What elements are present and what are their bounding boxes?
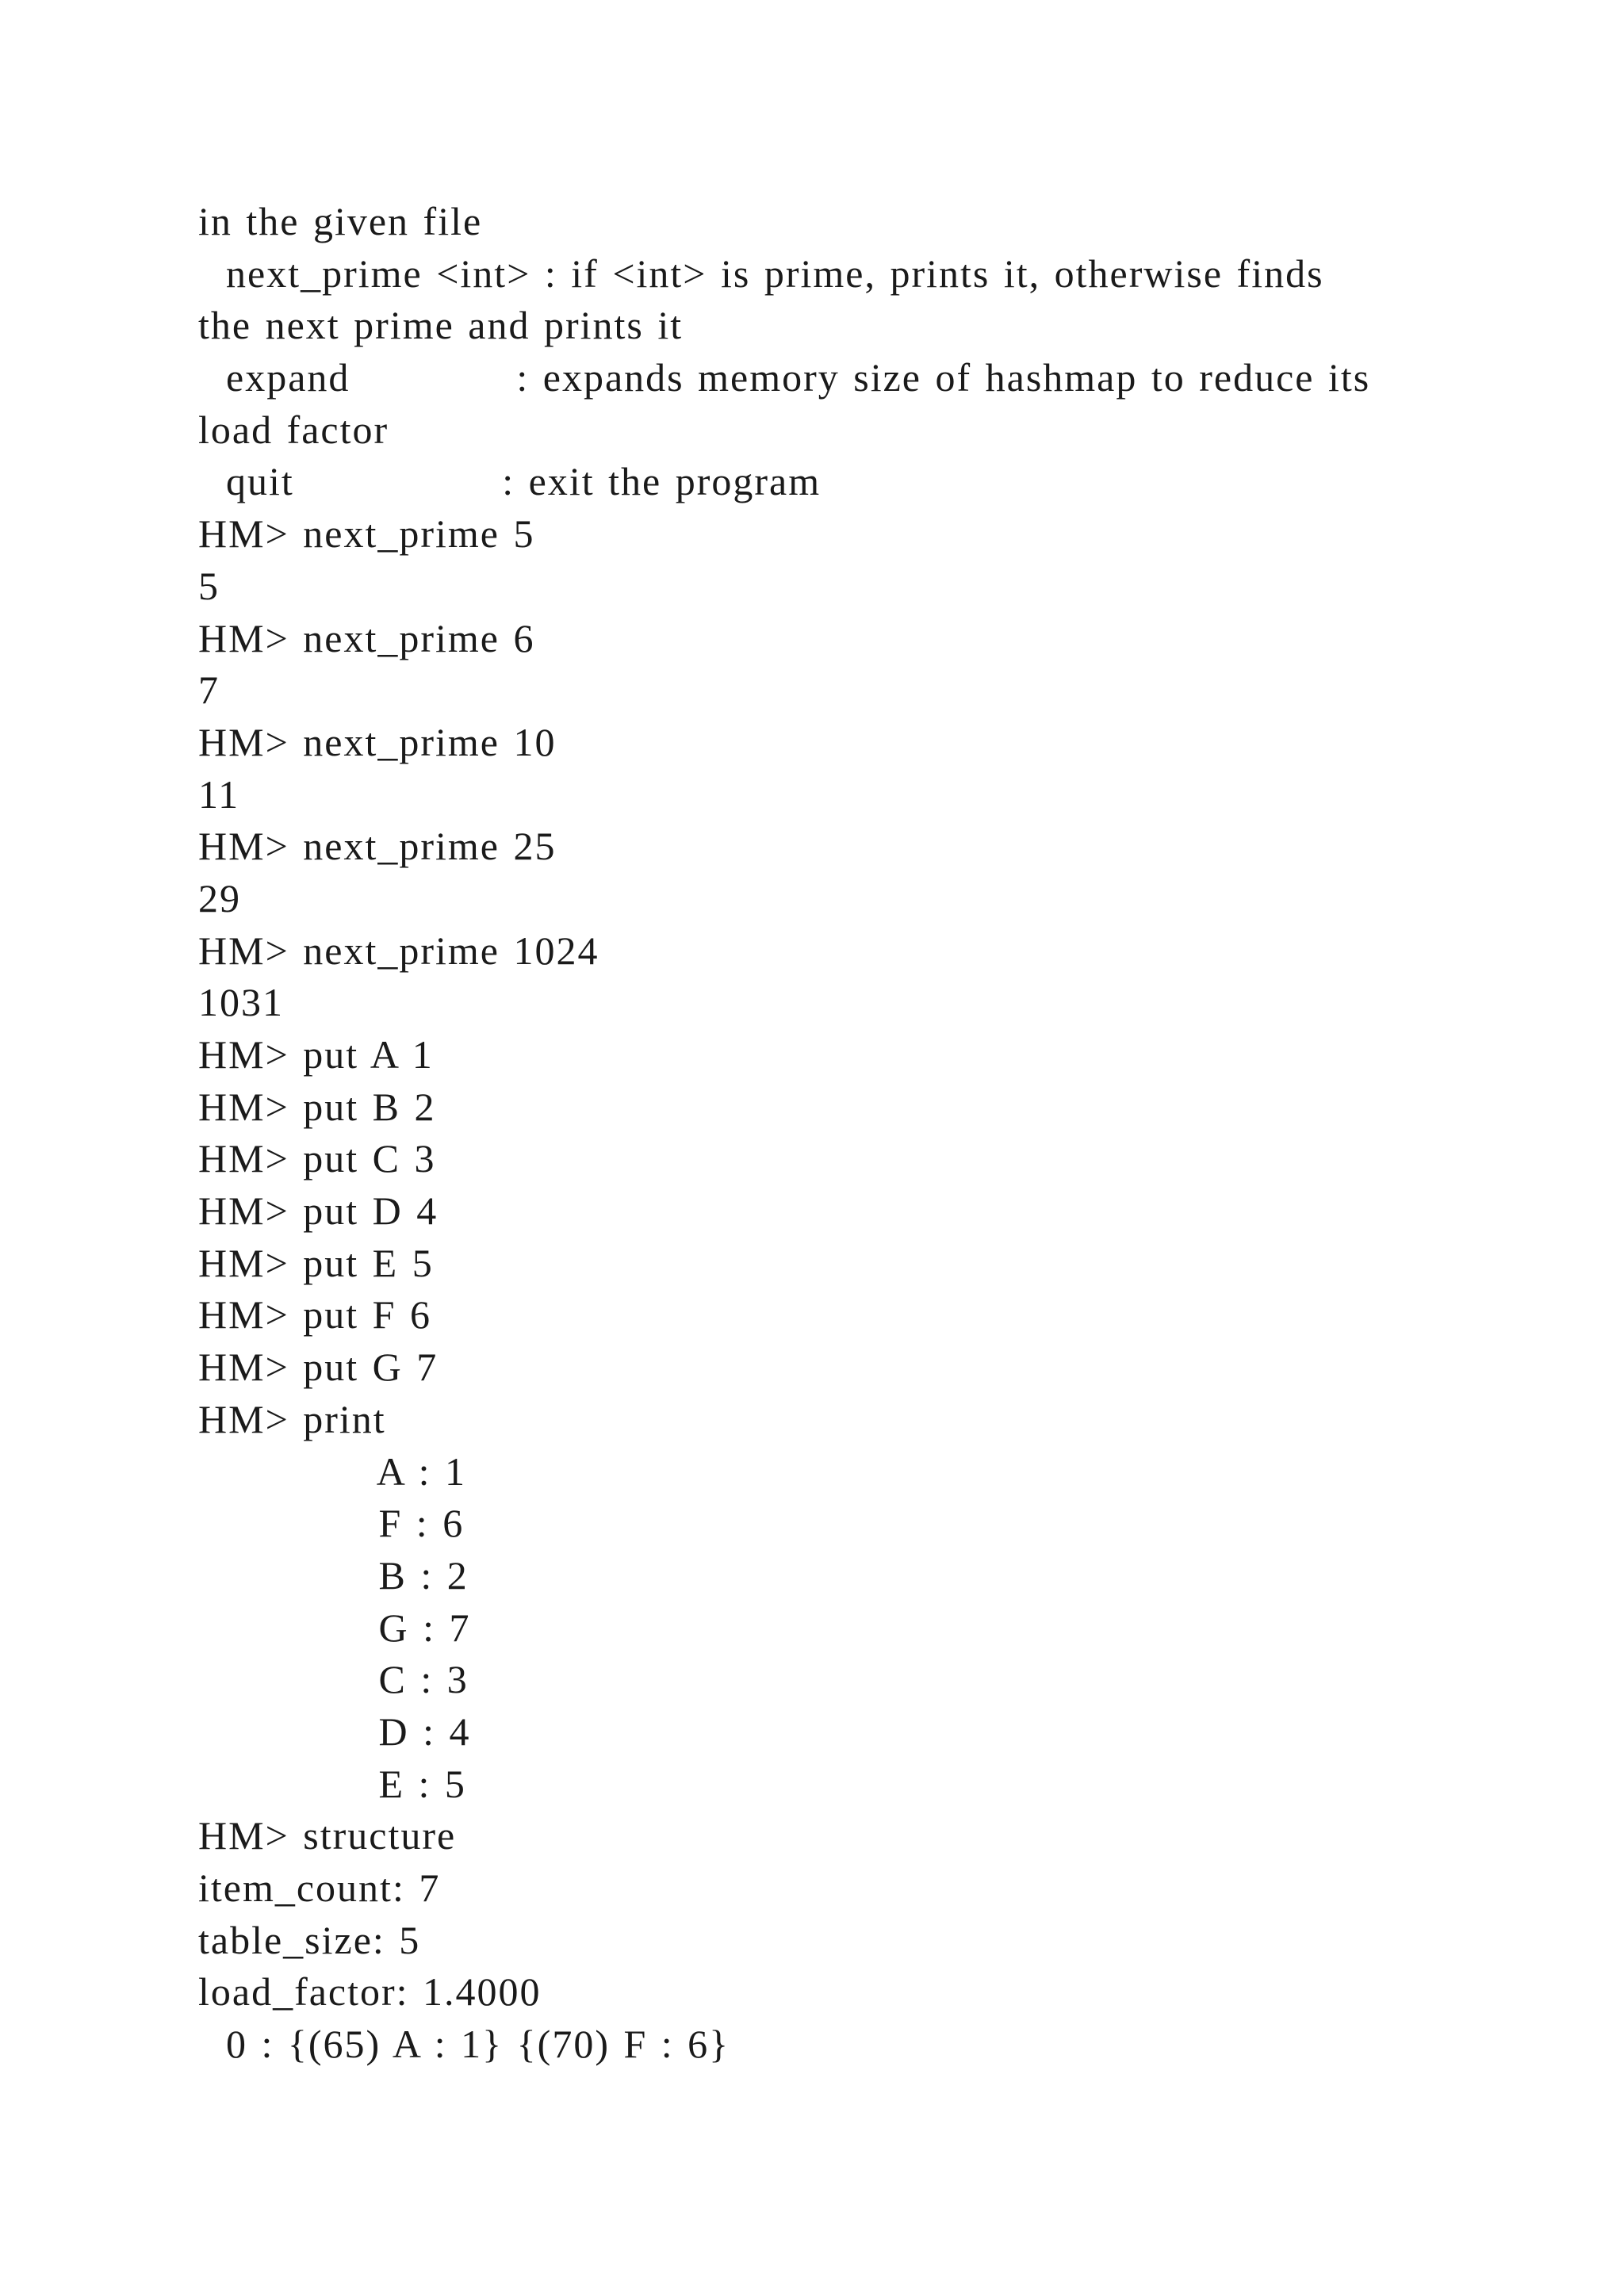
text-line: table_size: 5 (198, 1917, 421, 1962)
text-line: 7 (198, 668, 220, 713)
text-line: HM> next_prime 6 (198, 615, 535, 660)
text-line: A : 1 (198, 1448, 466, 1494)
text-line: load_factor: 1.4000 (198, 1969, 542, 2015)
text-line: 1031 (198, 980, 284, 1025)
text-line: HM> print (198, 1396, 386, 1441)
text-line: C : 3 (198, 1657, 469, 1702)
text-line: HM> next_prime 25 (198, 824, 557, 869)
text-line: 29 (198, 875, 241, 920)
text-line: 0 : {(65) A : 1} {(70) F : 6} (198, 2022, 730, 2067)
text-line: HM> next_prime 5 (198, 511, 535, 557)
text-line: HM> structure (198, 1813, 457, 1858)
text-line: HM> put C 3 (198, 1136, 436, 1181)
text-line: item_count: 7 (198, 1866, 441, 1910)
text-line: 11 (198, 771, 240, 817)
text-line: HM> next_prime 10 (198, 719, 557, 764)
text-line: HM> put D 4 (198, 1188, 439, 1234)
text-line: HM> put B 2 (198, 1084, 436, 1129)
text-line: B : 2 (198, 1552, 469, 1598)
text-line: F : 6 (198, 1501, 465, 1546)
text-line: E : 5 (198, 1761, 466, 1806)
text-line: 5 (198, 563, 220, 608)
text-line: HM> put G 7 (198, 1345, 439, 1390)
text-line: HM> put A 1 (198, 1032, 434, 1077)
text-line: expand : expands memory size of hashmap to reduce its (198, 355, 1371, 400)
text-line: load factor (198, 407, 389, 452)
terminal-transcript (198, 196, 1507, 2071)
text-line: HM> put E 5 (198, 1240, 434, 1285)
text-line: quit : exit the program (198, 459, 822, 504)
text-line: in the given file (198, 199, 483, 243)
text-line: HM> put F 6 (198, 1292, 431, 1337)
text-line: D : 4 (198, 1709, 471, 1754)
text-line: the next prime and prints it (198, 303, 684, 348)
text-line: G : 7 (198, 1605, 471, 1650)
text-line: HM> next_prime 1024 (198, 928, 599, 973)
text-line: next_prime <int> : if <int> is prime, prints it, otherwise finds (198, 251, 1324, 296)
